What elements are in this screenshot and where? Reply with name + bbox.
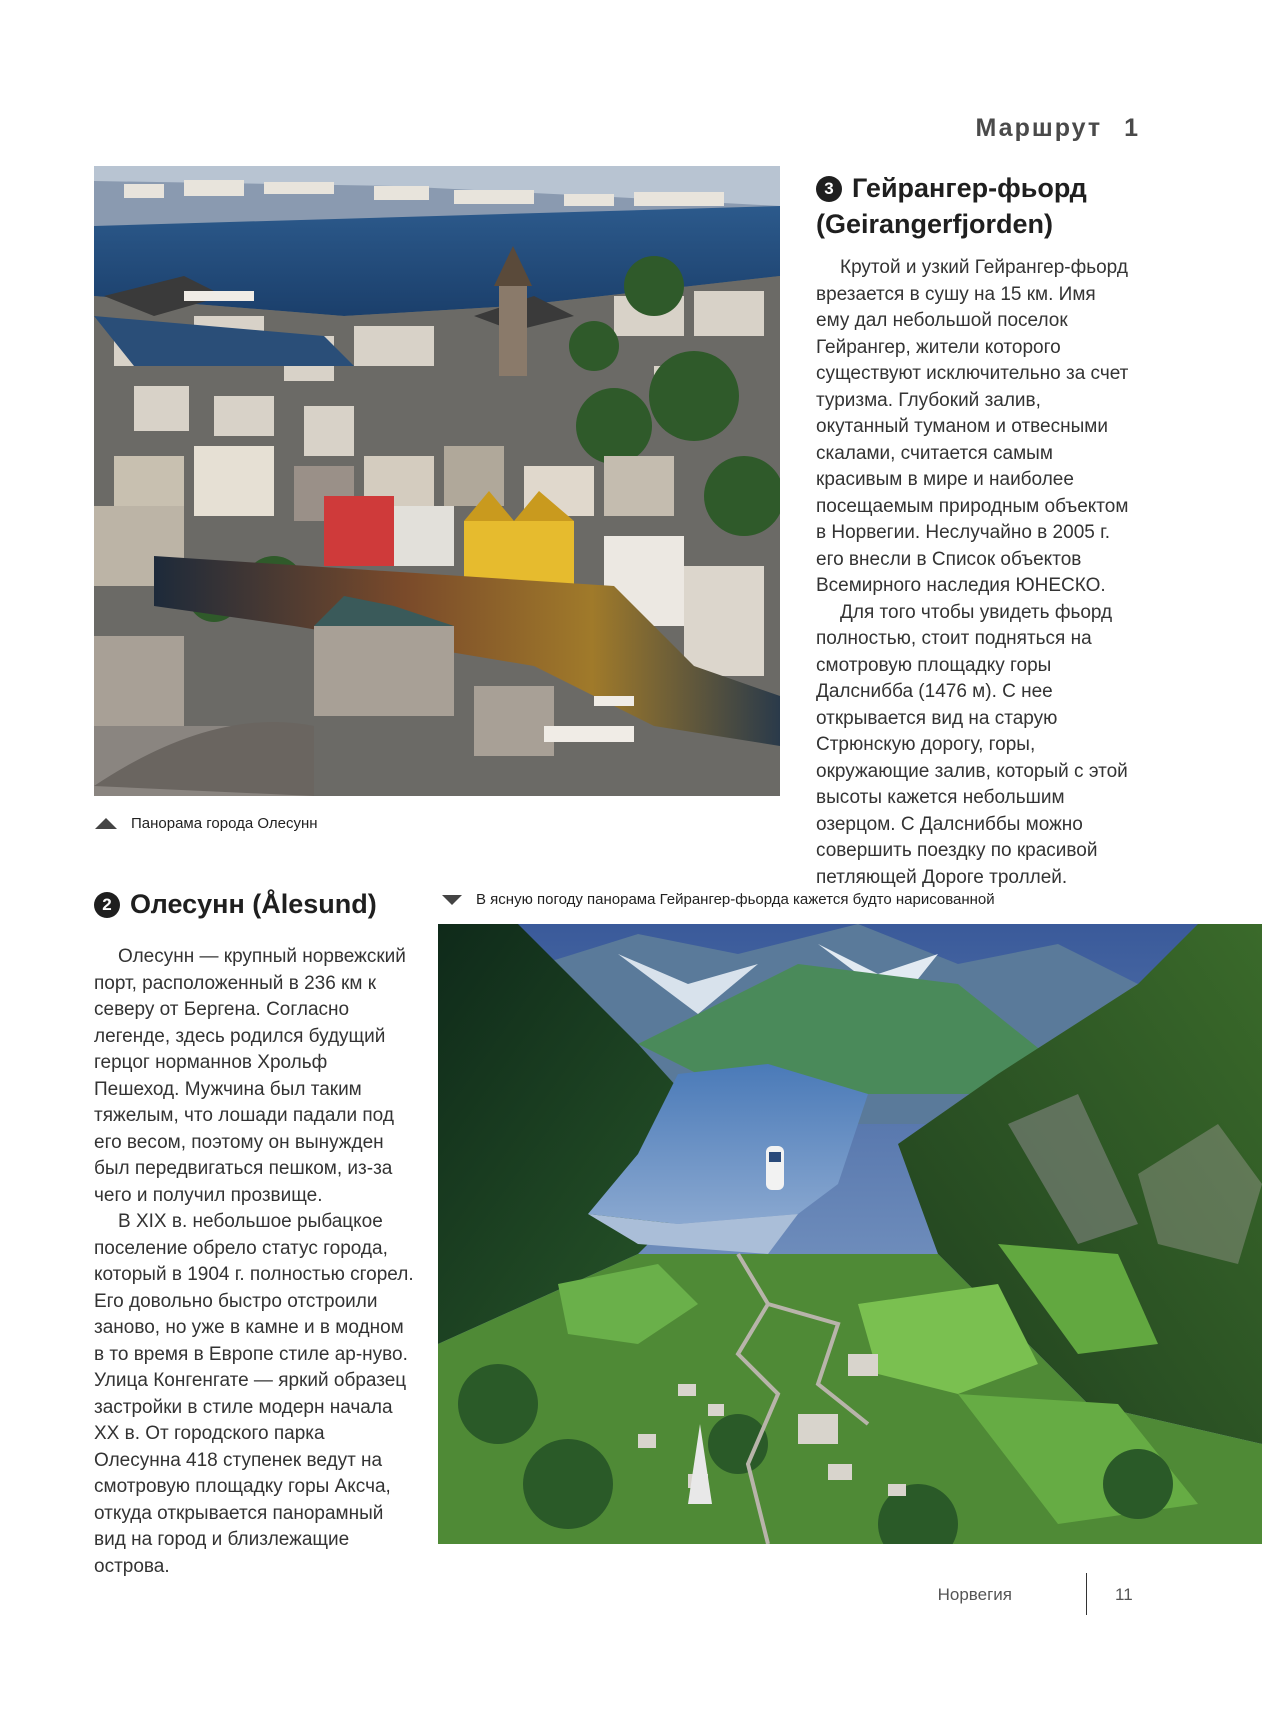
geiranger-body-text [816, 255, 1134, 891]
alesund-paragraph-1: Олесунн — крупный норвежский порт, расположенный в 236 км к северу от Бергена. Согласно легенде, здесь родился будущий герцог норманнов Хрольф Пешеход. Мужчина был таким тяжелым, что лошади падали под его весом, поэтому он вынужден был передвигаться пешком, из-за чего и получил прозвище. [94, 946, 406, 1206]
geiranger-photo-caption [442, 891, 995, 908]
geiranger-title-line2: (Geirangerfjorden) [816, 209, 1054, 239]
route-label: Маршрут [975, 114, 1103, 142]
alesund-title: Олесунн (Ålesund) [130, 889, 377, 919]
caption-triangle-down-icon [442, 895, 462, 905]
footer-country: Норвегия [937, 1585, 1012, 1604]
geiranger-title-line1: Гейрангер-фьорд [852, 173, 1087, 203]
geiranger-caption-text: В ясную погоду панорама Гейрангер-фьорда кажется будто нарисованной [476, 891, 995, 908]
page-number: 11 [1115, 1585, 1133, 1604]
geiranger-paragraph-2: Для того чтобы увидеть фьорд полностью, стоит подняться на смотровую площадку горы Далснибба (1476 м). С нее открывается вид на старую Стрюнскую дорогу, горы, окружающие залив, который с этой высоты кажется небольшим озерцом. С Далсниббы можно совершить поездку по красивой петляющей Дороге троллей. [816, 601, 1128, 888]
footer-divider [1086, 1573, 1087, 1615]
alesund-heading [94, 886, 454, 922]
geiranger-fjord-photo [438, 924, 1262, 1544]
route-header [976, 114, 1140, 143]
geiranger-paragraph-1: Крутой и узкий Гейрангер-фьорд врезается в сушу на 15 км. Имя ему дал небольшой поселок Гейрангер, жители которого существуют исключительно за счет туризма. Глубокий залив, окутанный туманом и отвесными скалами, считается самым красивым в мире и наиболее посещаемым природным объектом в Норвегии. Неслучайно в 2005 г. его внесли в Список объектов Всемирного наследия ЮНЕСКО. [816, 257, 1129, 596]
section-number-badge: 3 [816, 176, 842, 202]
alesund-body-text [94, 944, 416, 1580]
alesund-photo-caption [95, 815, 318, 832]
caption-triangle-up-icon [95, 818, 117, 829]
route-number: 1 [1124, 114, 1140, 142]
geiranger-heading [816, 170, 1216, 242]
alesund-panorama-photo [94, 166, 780, 796]
alesund-paragraph-2: В XIX в. небольшое рыбацкое поселение обрело статус города, который в 1904 г. полностью сгорел. Его довольно быстро отстроили заново, но уже в камне и в модном в то время в Европе стиле ар-нуво. Улица Конгенгате — яркий образец застройки в стиле модерн начала XX в. От городского парка Олесунна 418 ступенек ведут на смотровую площадку горы Аксча, откуда открывается панорамный вид на город и близлежащие острова. [94, 1211, 414, 1577]
alesund-caption-text: Панорама города Олесунн [131, 815, 318, 832]
section-number-badge: 2 [94, 892, 120, 918]
